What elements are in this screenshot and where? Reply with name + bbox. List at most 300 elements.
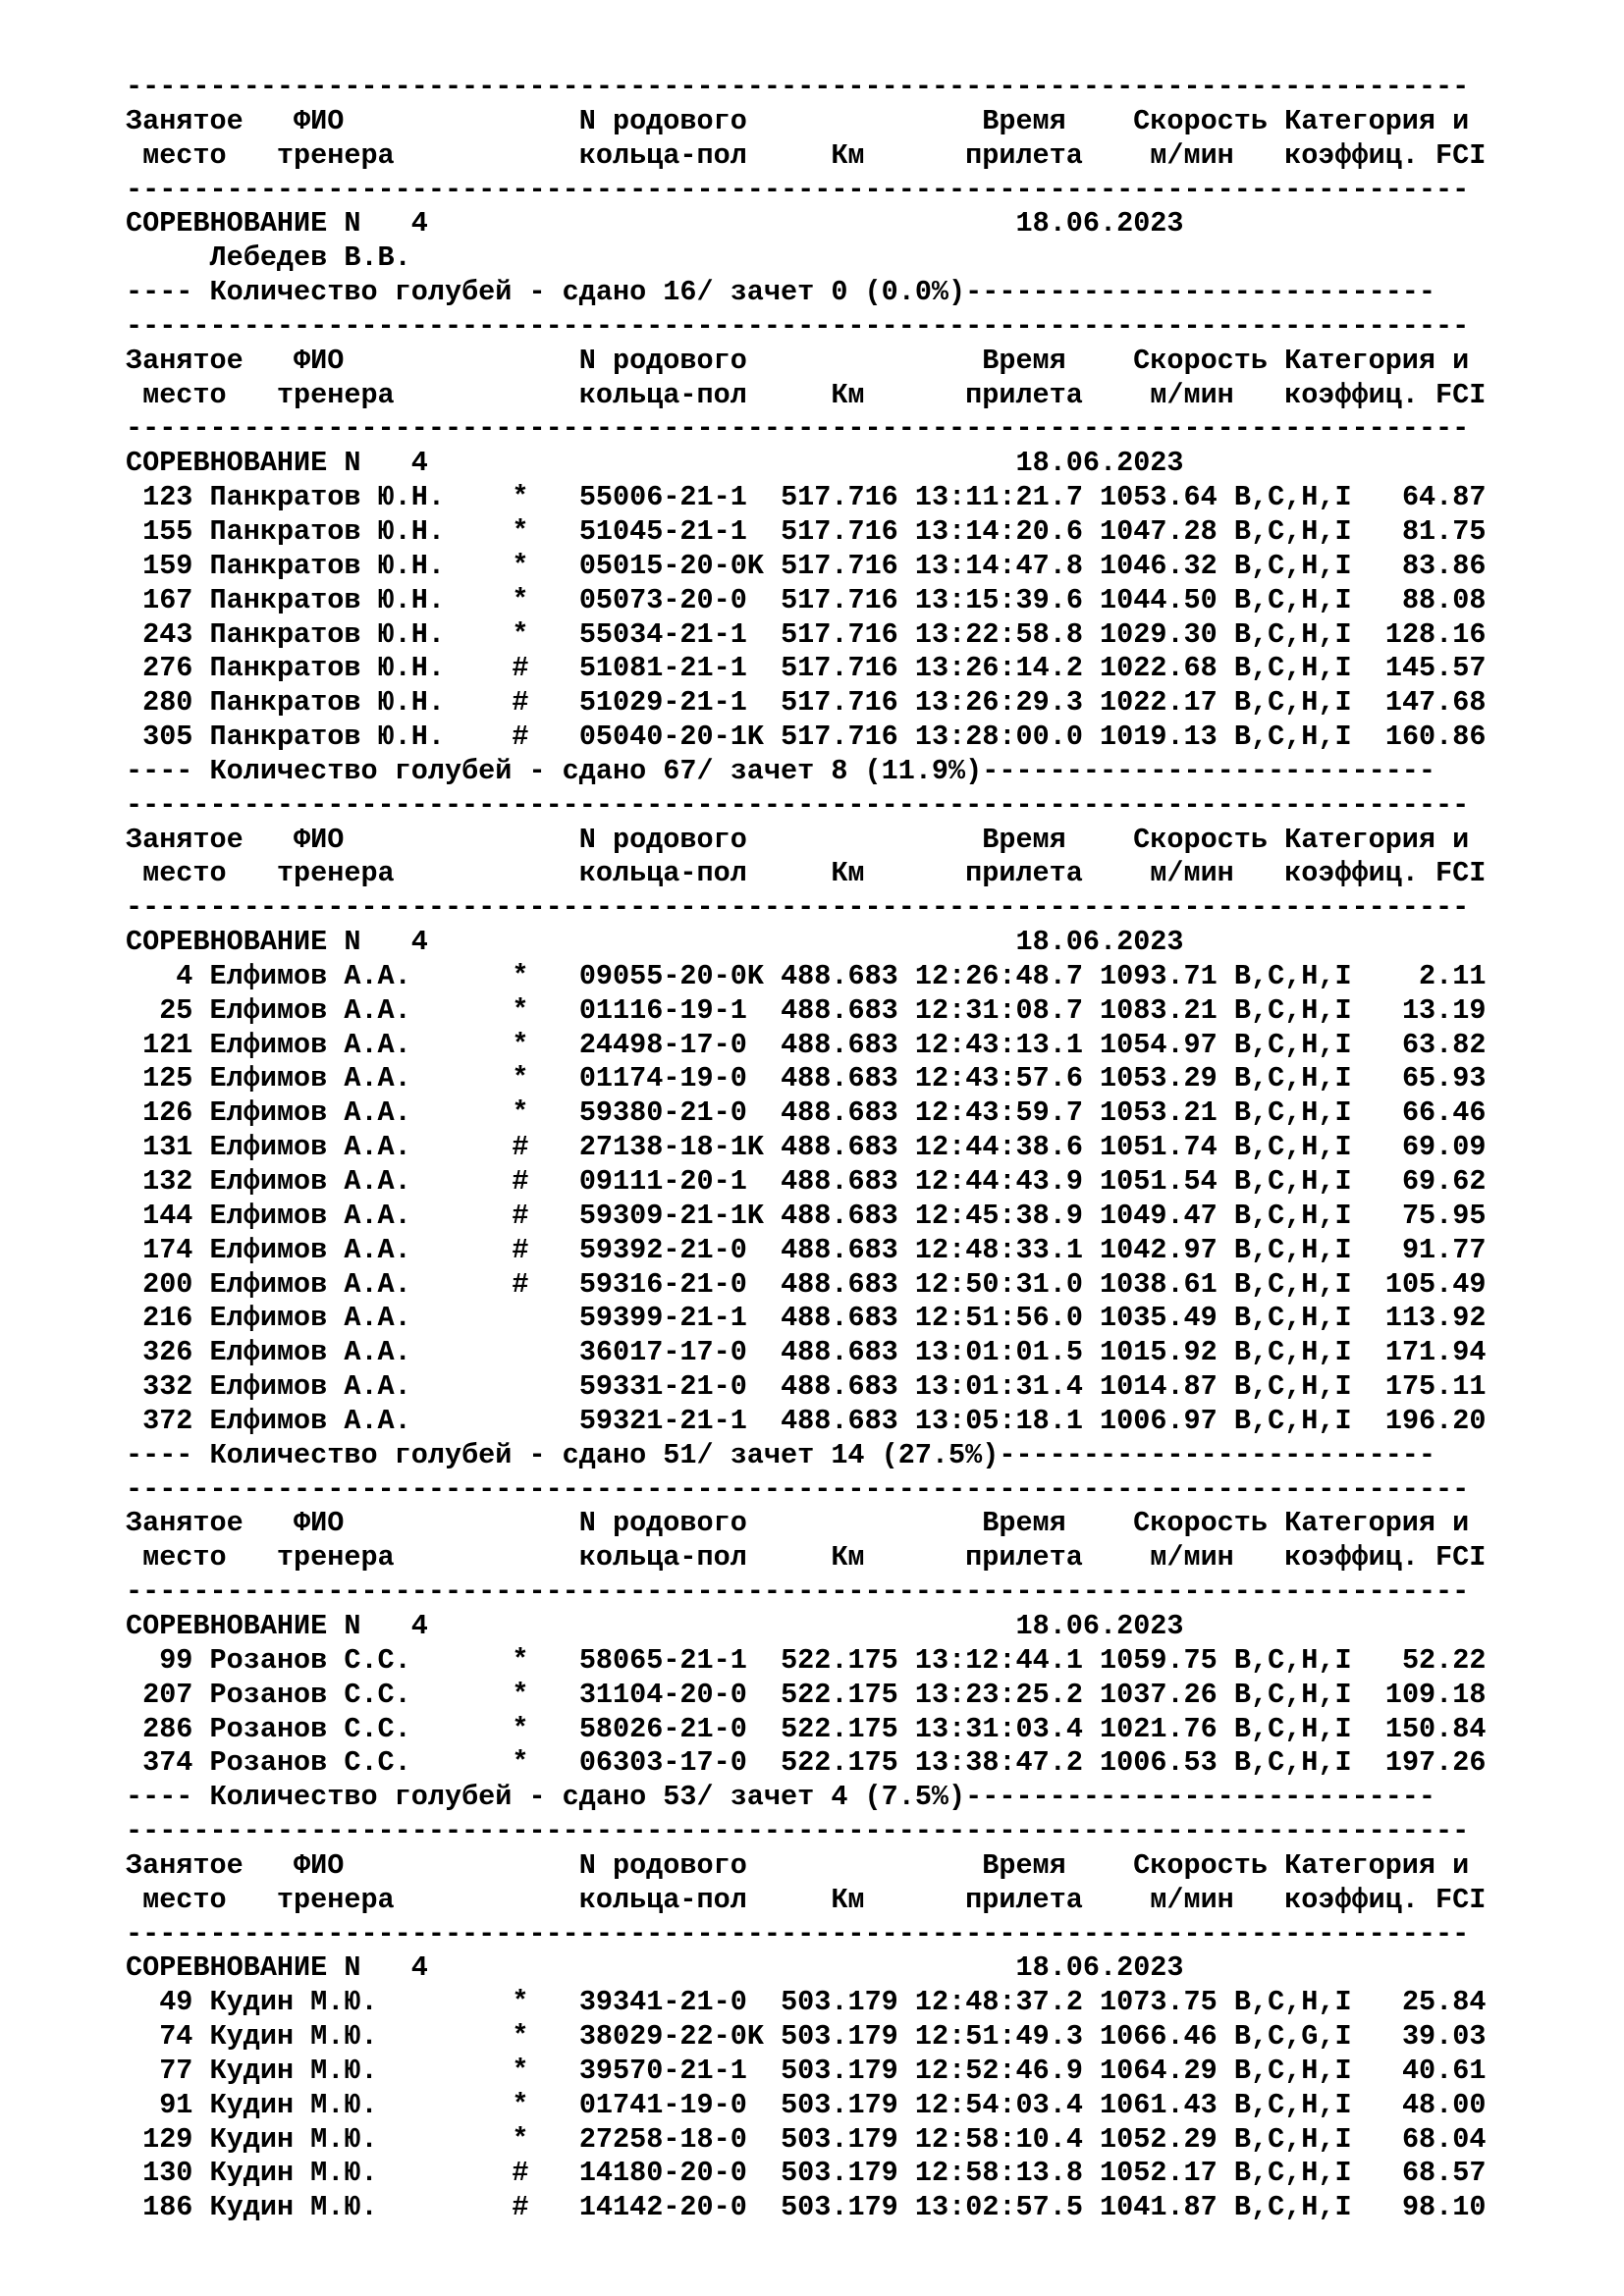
km-cell: 503.179 bbox=[781, 2122, 898, 2156]
km-cell: 488.683 bbox=[781, 1199, 898, 1232]
column-header-line-2: место тренера кольца-пол Км прилета м/мин коэффиц. FCI bbox=[126, 138, 1487, 172]
trainer-cell: Панкратов Ю.Н. bbox=[209, 721, 462, 754]
mark-cell bbox=[512, 1336, 528, 1368]
fci-cell: 13.19 bbox=[1368, 993, 1487, 1027]
fci-cell: 147.68 bbox=[1368, 686, 1487, 720]
competition-label: СОРЕВНОВАНИЕ N bbox=[126, 1609, 361, 1642]
fci-cell: 48.00 bbox=[1368, 2088, 1487, 2121]
place-cell: 4 bbox=[126, 959, 193, 992]
time-cell: 13:12:44.1 bbox=[914, 1643, 1083, 1677]
ring-cell: 51045-21-1 bbox=[578, 514, 764, 548]
place-cell: 186 bbox=[126, 2191, 193, 2224]
km-cell: 503.179 bbox=[781, 2054, 898, 2087]
speed-cell: 1051.54 bbox=[1100, 1165, 1218, 1198]
speed-cell: 1022.68 bbox=[1100, 652, 1218, 685]
trainer-cell: Елфимов А.А. bbox=[209, 1370, 462, 1404]
ring-cell: 58065-21-1 bbox=[578, 1643, 764, 1677]
mark-cell: * bbox=[512, 1643, 529, 1677]
competition-date: 18.06.2023 bbox=[1015, 207, 1184, 240]
km-cell: 517.716 bbox=[781, 481, 898, 514]
category-cell: B,C,H,I bbox=[1233, 514, 1352, 548]
competition-date: 18.06.2023 bbox=[1015, 1951, 1184, 1985]
place-cell: 374 bbox=[126, 1746, 193, 1780]
ring-cell: 14142-20-0 bbox=[578, 2191, 764, 2224]
ring-cell: 14180-20-0 bbox=[578, 2157, 764, 2190]
separator-line: -------------------------------------------------------------------------------- bbox=[126, 1575, 1470, 1609]
column-header-line-2: место тренера кольца-пол Км прилета м/мин коэффиц. FCI bbox=[126, 378, 1487, 411]
result-row bbox=[126, 1713, 1486, 1747]
mark-cell: * bbox=[512, 1746, 529, 1780]
fci-cell: 66.46 bbox=[1368, 1096, 1487, 1130]
speed-cell: 1035.49 bbox=[1100, 1302, 1218, 1335]
ring-cell: 51029-21-1 bbox=[578, 686, 764, 720]
trainer-cell: Елфимов А.А. bbox=[209, 1165, 462, 1198]
fci-cell: 128.16 bbox=[1368, 617, 1487, 651]
time-cell: 12:54:03.4 bbox=[914, 2088, 1083, 2121]
column-header-line-1: Занятое ФИО N родового Время Скорость Категория и bbox=[126, 344, 1470, 377]
time-cell: 13:31:03.4 bbox=[914, 1712, 1083, 1745]
ring-cell: 59316-21-0 bbox=[578, 1267, 764, 1301]
category-cell: B,C,H,I bbox=[1233, 1746, 1352, 1780]
category-cell: B,C,G,I bbox=[1233, 2020, 1352, 2054]
place-cell: 326 bbox=[126, 1336, 193, 1369]
km-cell: 503.179 bbox=[781, 2191, 898, 2224]
category-cell: B,C,H,I bbox=[1233, 549, 1352, 582]
result-row bbox=[126, 1268, 1486, 1303]
time-cell: 12:52:46.9 bbox=[914, 2054, 1083, 2087]
fci-cell: 113.92 bbox=[1368, 1302, 1487, 1335]
ring-cell: 59331-21-0 bbox=[578, 1370, 764, 1404]
category-cell: B,C,H,I bbox=[1233, 1165, 1352, 1198]
fci-cell: 83.86 bbox=[1368, 549, 1487, 582]
ring-cell: 01116-19-1 bbox=[578, 993, 764, 1027]
result-row bbox=[126, 550, 1486, 584]
ring-cell: 59309-21-1K bbox=[578, 1199, 764, 1232]
fci-cell: 52.22 bbox=[1368, 1643, 1487, 1677]
km-cell: 517.716 bbox=[781, 514, 898, 548]
km-cell: 517.716 bbox=[781, 686, 898, 720]
speed-cell: 1093.71 bbox=[1100, 959, 1218, 992]
place-cell: 125 bbox=[126, 1062, 193, 1095]
result-row bbox=[126, 2089, 1486, 2123]
place-cell: 130 bbox=[126, 2157, 193, 2190]
km-cell: 522.175 bbox=[781, 1712, 898, 1745]
fci-cell: 98.10 bbox=[1368, 2191, 1487, 2224]
fci-cell: 91.77 bbox=[1368, 1233, 1487, 1266]
category-cell: B,C,H,I bbox=[1233, 1986, 1352, 2019]
category-cell: B,C,H,I bbox=[1233, 1302, 1352, 1335]
category-cell: B,C,H,I bbox=[1233, 583, 1352, 616]
fci-cell: 197.26 bbox=[1368, 1746, 1487, 1780]
fci-cell: 81.75 bbox=[1368, 514, 1487, 548]
competition-number: 4 bbox=[410, 1609, 428, 1642]
time-cell: 12:43:59.7 bbox=[914, 1096, 1083, 1130]
category-cell: B,C,H,I bbox=[1233, 2191, 1352, 2224]
place-cell: 286 bbox=[126, 1712, 193, 1745]
trainer-cell: Елфимов А.А. bbox=[209, 1302, 462, 1335]
trainer-cell: Елфимов А.А. bbox=[209, 1336, 462, 1369]
ring-cell: 05040-20-1K bbox=[578, 721, 764, 754]
result-row bbox=[126, 2123, 1486, 2158]
time-cell: 13:22:58.8 bbox=[914, 617, 1083, 651]
category-cell: B,C,H,I bbox=[1233, 1336, 1352, 1369]
fci-cell: 145.57 bbox=[1368, 652, 1487, 685]
trainer-cell: Елфимов А.А. bbox=[209, 1131, 462, 1164]
category-cell: B,C,H,I bbox=[1233, 2054, 1352, 2087]
place-cell: 131 bbox=[126, 1131, 193, 1164]
column-header-line-1: Занятое ФИО N родового Время Скорость Категория и bbox=[126, 1848, 1470, 1882]
result-row bbox=[126, 1131, 1486, 1165]
mark-cell: # bbox=[512, 1233, 529, 1266]
mark-cell: # bbox=[512, 1267, 529, 1301]
ring-cell: 27138-18-1K bbox=[578, 1131, 764, 1164]
result-row bbox=[126, 1200, 1486, 1234]
place-cell: 243 bbox=[126, 617, 193, 651]
place-cell: 167 bbox=[126, 583, 193, 616]
mark-cell bbox=[512, 1302, 528, 1334]
category-cell: B,C,H,I bbox=[1233, 617, 1352, 651]
time-cell: 13:26:29.3 bbox=[914, 686, 1083, 720]
speed-cell: 1022.17 bbox=[1100, 686, 1218, 720]
summary-line: ---- Количество голубей - сдано 16/ зачет 0 (0.0%)---------------------------- bbox=[126, 276, 1436, 309]
mark-cell: * bbox=[512, 2088, 529, 2121]
results-report bbox=[126, 71, 1486, 2225]
km-cell: 488.683 bbox=[781, 1096, 898, 1130]
ring-cell: 06303-17-0 bbox=[578, 1746, 764, 1780]
mark-cell: * bbox=[512, 514, 529, 548]
ring-cell: 39341-21-0 bbox=[578, 1986, 764, 2019]
place-cell: 49 bbox=[126, 1986, 193, 2019]
competition-number: 4 bbox=[410, 447, 428, 480]
km-cell: 488.683 bbox=[781, 1062, 898, 1095]
competition-label: СОРЕВНОВАНИЕ N bbox=[126, 1951, 361, 1985]
km-cell: 517.716 bbox=[781, 617, 898, 651]
fci-cell: 39.03 bbox=[1368, 2020, 1487, 2054]
trainer-cell: Кудин М.Ю. bbox=[209, 2122, 462, 2156]
result-row bbox=[126, 1165, 1486, 1200]
category-cell: B,C,H,I bbox=[1233, 1712, 1352, 1745]
fci-cell: 175.11 bbox=[1368, 1370, 1487, 1404]
mark-cell: * bbox=[512, 993, 529, 1027]
result-row bbox=[126, 1336, 1486, 1370]
fci-cell: 69.09 bbox=[1368, 1131, 1487, 1164]
trainer-cell: Елфимов А.А. bbox=[209, 1267, 462, 1301]
km-cell: 488.683 bbox=[781, 993, 898, 1027]
km-cell: 517.716 bbox=[781, 721, 898, 754]
km-cell: 517.716 bbox=[781, 583, 898, 616]
speed-cell: 1073.75 bbox=[1100, 1986, 1218, 2019]
mark-cell: * bbox=[512, 2122, 529, 2156]
km-cell: 488.683 bbox=[781, 1302, 898, 1335]
time-cell: 12:48:33.1 bbox=[914, 1233, 1083, 1266]
place-cell: 174 bbox=[126, 1233, 193, 1266]
result-row bbox=[126, 2020, 1486, 2055]
place-cell: 216 bbox=[126, 1302, 193, 1335]
km-cell: 488.683 bbox=[781, 1233, 898, 1266]
ring-cell: 09111-20-1 bbox=[578, 1165, 764, 1198]
category-cell: B,C,H,I bbox=[1233, 1267, 1352, 1301]
km-cell: 488.683 bbox=[781, 1165, 898, 1198]
speed-cell: 1042.97 bbox=[1100, 1233, 1218, 1266]
competition-number: 4 bbox=[410, 207, 428, 240]
time-cell: 12:48:37.2 bbox=[914, 1986, 1083, 2019]
ring-cell: 51081-21-1 bbox=[578, 652, 764, 685]
category-cell: B,C,H,I bbox=[1233, 1678, 1352, 1711]
trainer-name-line bbox=[126, 241, 1486, 276]
mark-cell: * bbox=[512, 2020, 529, 2054]
column-header-line-1: Занятое ФИО N родового Время Скорость Категория и bbox=[126, 104, 1470, 137]
ring-cell: 38029-22-0K bbox=[578, 2020, 764, 2054]
ring-cell: 59399-21-1 bbox=[578, 1302, 764, 1335]
trainer-cell: Елфимов А.А. bbox=[209, 993, 462, 1027]
result-row bbox=[126, 994, 1486, 1029]
competition-line bbox=[126, 207, 1486, 241]
mark-cell: # bbox=[512, 721, 529, 754]
ring-cell: 01174-19-0 bbox=[578, 1062, 764, 1095]
trainer-cell: Панкратов Ю.Н. bbox=[209, 481, 462, 514]
fci-cell: 68.57 bbox=[1368, 2157, 1487, 2190]
fci-cell: 25.84 bbox=[1368, 1986, 1487, 2019]
separator-line: -------------------------------------------------------------------------------- bbox=[126, 412, 1470, 446]
result-row bbox=[126, 652, 1486, 686]
competition-line bbox=[126, 447, 1486, 481]
separator-line: -------------------------------------------------------------------------------- bbox=[126, 891, 1470, 925]
category-cell: B,C,H,I bbox=[1233, 2122, 1352, 2156]
result-row bbox=[126, 1405, 1486, 1439]
speed-cell: 1046.32 bbox=[1100, 549, 1218, 582]
category-cell: B,C,H,I bbox=[1233, 959, 1352, 992]
trainer-cell: Елфимов А.А. bbox=[209, 1233, 462, 1266]
km-cell: 488.683 bbox=[781, 1131, 898, 1164]
competition-line bbox=[126, 1610, 1486, 1644]
trainer-cell: Елфимов А.А. bbox=[209, 1096, 462, 1130]
separator-line: -------------------------------------------------------------------------------- bbox=[126, 1815, 1470, 1848]
mark-cell: * bbox=[512, 1712, 529, 1745]
result-row bbox=[126, 1096, 1486, 1131]
category-cell: B,C,H,I bbox=[1233, 686, 1352, 720]
speed-cell: 1061.43 bbox=[1100, 2088, 1218, 2121]
km-cell: 503.179 bbox=[781, 2088, 898, 2121]
summary-line: ---- Количество голубей - сдано 53/ зачет 4 (7.5%)---------------------------- bbox=[126, 1781, 1436, 1814]
speed-cell: 1014.87 bbox=[1100, 1370, 1218, 1404]
ring-cell: 59392-21-0 bbox=[578, 1233, 764, 1266]
result-row bbox=[126, 2055, 1486, 2089]
speed-cell: 1053.21 bbox=[1100, 1096, 1218, 1130]
fci-cell: 171.94 bbox=[1368, 1336, 1487, 1369]
competition-line bbox=[126, 1951, 1486, 1986]
competition-number: 4 bbox=[410, 926, 428, 959]
trainer-cell: Кудин М.Ю. bbox=[209, 2020, 462, 2054]
ring-cell: 39570-21-1 bbox=[578, 2054, 764, 2087]
km-cell: 517.716 bbox=[781, 549, 898, 582]
trainer-cell: Панкратов Ю.Н. bbox=[209, 686, 462, 720]
place-cell: 155 bbox=[126, 514, 193, 548]
speed-cell: 1054.97 bbox=[1100, 1028, 1218, 1061]
trainer-cell: Панкратов Ю.Н. bbox=[209, 617, 462, 651]
speed-cell: 1059.75 bbox=[1100, 1643, 1218, 1677]
place-cell: 276 bbox=[126, 652, 193, 685]
time-cell: 12:50:31.0 bbox=[914, 1267, 1083, 1301]
mark-cell: * bbox=[512, 549, 529, 582]
mark-cell: * bbox=[512, 583, 529, 616]
speed-cell: 1038.61 bbox=[1100, 1267, 1218, 1301]
speed-cell: 1049.47 bbox=[1100, 1199, 1218, 1232]
speed-cell: 1053.64 bbox=[1100, 481, 1218, 514]
speed-cell: 1019.13 bbox=[1100, 721, 1218, 754]
result-row bbox=[126, 1302, 1486, 1336]
time-cell: 13:23:25.2 bbox=[914, 1678, 1083, 1711]
speed-cell: 1052.29 bbox=[1100, 2122, 1218, 2156]
trainer-cell: Кудин М.Ю. bbox=[209, 1986, 462, 2019]
competition-label: СОРЕВНОВАНИЕ N bbox=[126, 207, 361, 240]
speed-cell: 1029.30 bbox=[1100, 617, 1218, 651]
time-cell: 12:58:13.8 bbox=[914, 2157, 1083, 2190]
mark-cell: # bbox=[512, 652, 529, 685]
summary-line: ---- Количество голубей - сдано 67/ зачет 8 (11.9%)--------------------------- bbox=[126, 754, 1436, 787]
category-cell: B,C,H,I bbox=[1233, 1404, 1352, 1437]
trainer-cell: Елфимов А.А. bbox=[209, 1028, 462, 1061]
trainer-cell: Панкратов Ю.Н. bbox=[209, 514, 462, 548]
time-cell: 13:02:57.5 bbox=[914, 2191, 1083, 2224]
time-cell: 13:11:21.7 bbox=[914, 481, 1083, 514]
time-cell: 12:26:48.7 bbox=[914, 959, 1083, 992]
category-cell: B,C,H,I bbox=[1233, 1370, 1352, 1404]
km-cell: 517.716 bbox=[781, 652, 898, 685]
place-cell: 77 bbox=[126, 2054, 193, 2087]
place-cell: 332 bbox=[126, 1370, 193, 1404]
trainer-cell: Елфимов А.А. bbox=[209, 1199, 462, 1232]
column-header-line-2: место тренера кольца-пол Км прилета м/мин коэффиц. FCI bbox=[126, 1541, 1487, 1575]
result-row bbox=[126, 1029, 1486, 1063]
trainer-cell: Розанов С.С. bbox=[209, 1746, 462, 1780]
result-row bbox=[126, 1370, 1486, 1405]
separator-line: -------------------------------------------------------------------------------- bbox=[126, 173, 1470, 206]
result-row bbox=[126, 584, 1486, 618]
time-cell: 12:43:13.1 bbox=[914, 1028, 1083, 1061]
trainer-cell: Кудин М.Ю. bbox=[209, 2054, 462, 2087]
place-cell: 280 bbox=[126, 686, 193, 720]
competition-date: 18.06.2023 bbox=[1015, 1609, 1184, 1642]
place-cell: 25 bbox=[126, 993, 193, 1027]
mark-cell: # bbox=[512, 686, 529, 720]
category-cell: B,C,H,I bbox=[1233, 481, 1352, 514]
mark-cell: * bbox=[512, 959, 529, 992]
competition-date: 18.06.2023 bbox=[1015, 926, 1184, 959]
trainer-cell: Панкратов Ю.Н. bbox=[209, 549, 462, 582]
trainer-cell: Розанов С.С. bbox=[209, 1712, 462, 1745]
mark-cell: * bbox=[512, 481, 529, 514]
mark-cell: * bbox=[512, 617, 529, 651]
separator-line: -------------------------------------------------------------------------------- bbox=[126, 71, 1470, 103]
speed-cell: 1064.29 bbox=[1100, 2054, 1218, 2087]
mark-cell: # bbox=[512, 2191, 529, 2224]
competition-label: СОРЕВНОВАНИЕ N bbox=[126, 926, 361, 959]
time-cell: 13:15:39.6 bbox=[914, 583, 1083, 616]
fci-cell: 109.18 bbox=[1368, 1678, 1487, 1711]
category-cell: B,C,H,I bbox=[1233, 1131, 1352, 1164]
time-cell: 13:14:20.6 bbox=[914, 514, 1083, 548]
separator-line: -------------------------------------------------------------------------------- bbox=[126, 788, 1470, 822]
separator-line: -------------------------------------------------------------------------------- bbox=[126, 309, 1470, 343]
speed-cell: 1047.28 bbox=[1100, 514, 1218, 548]
fci-cell: 40.61 bbox=[1368, 2054, 1487, 2087]
km-cell: 488.683 bbox=[781, 959, 898, 992]
km-cell: 503.179 bbox=[781, 2020, 898, 2054]
mark-cell: * bbox=[512, 1678, 529, 1711]
competition-line bbox=[126, 926, 1486, 960]
time-cell: 13:38:47.2 bbox=[914, 1746, 1083, 1780]
trainer-name: Лебедев В.В. bbox=[209, 241, 411, 275]
km-cell: 488.683 bbox=[781, 1028, 898, 1061]
category-cell: B,C,H,I bbox=[1233, 1028, 1352, 1061]
mark-cell: * bbox=[512, 1986, 529, 2019]
mark-cell: * bbox=[512, 1028, 529, 1061]
column-header-line-2: место тренера кольца-пол Км прилета м/мин коэффиц. FCI bbox=[126, 857, 1487, 890]
km-cell: 488.683 bbox=[781, 1267, 898, 1301]
result-row bbox=[126, 481, 1486, 515]
fci-cell: 68.04 bbox=[1368, 2122, 1487, 2156]
fci-cell: 75.95 bbox=[1368, 1199, 1487, 1232]
trainer-cell: Розанов С.С. bbox=[209, 1678, 462, 1711]
place-cell: 132 bbox=[126, 1165, 193, 1198]
place-cell: 207 bbox=[126, 1678, 193, 1711]
km-cell: 503.179 bbox=[781, 2157, 898, 2190]
place-cell: 74 bbox=[126, 2020, 193, 2054]
ring-cell: 59380-21-0 bbox=[578, 1096, 764, 1130]
mark-cell: # bbox=[512, 1199, 529, 1232]
trainer-cell: Кудин М.Ю. bbox=[209, 2088, 462, 2121]
result-row bbox=[126, 960, 1486, 994]
place-cell: 91 bbox=[126, 2088, 193, 2121]
trainer-cell: Елфимов А.А. bbox=[209, 1062, 462, 1095]
competition-label: СОРЕВНОВАНИЕ N bbox=[126, 447, 361, 480]
speed-cell: 1006.53 bbox=[1100, 1746, 1218, 1780]
ring-cell: 59321-21-1 bbox=[578, 1404, 764, 1437]
ring-cell: 58026-21-0 bbox=[578, 1712, 764, 1745]
time-cell: 13:05:18.1 bbox=[914, 1404, 1083, 1437]
trainer-cell: Кудин М.Ю. bbox=[209, 2191, 462, 2224]
time-cell: 13:14:47.8 bbox=[914, 549, 1083, 582]
mark-cell: * bbox=[512, 1096, 529, 1130]
ring-cell: 36017-17-0 bbox=[578, 1336, 764, 1369]
separator-line: -------------------------------------------------------------------------------- bbox=[126, 1472, 1470, 1506]
result-row bbox=[126, 1986, 1486, 2020]
speed-cell: 1006.97 bbox=[1100, 1404, 1218, 1437]
category-cell: B,C,H,I bbox=[1233, 1643, 1352, 1677]
fci-cell: 88.08 bbox=[1368, 583, 1487, 616]
time-cell: 13:01:31.4 bbox=[914, 1370, 1083, 1404]
place-cell: 372 bbox=[126, 1404, 193, 1437]
mark-cell: # bbox=[512, 2157, 529, 2190]
time-cell: 13:01:01.5 bbox=[914, 1336, 1083, 1369]
category-cell: B,C,H,I bbox=[1233, 1199, 1352, 1232]
mark-cell bbox=[512, 1370, 528, 1403]
trainer-cell: Панкратов Ю.Н. bbox=[209, 583, 462, 616]
category-cell: B,C,H,I bbox=[1233, 1062, 1352, 1095]
mark-cell: # bbox=[512, 1131, 529, 1164]
place-cell: 129 bbox=[126, 2122, 193, 2156]
km-cell: 522.175 bbox=[781, 1643, 898, 1677]
trainer-cell: Розанов С.С. bbox=[209, 1643, 462, 1677]
result-row bbox=[126, 1679, 1486, 1713]
column-header-line-2: место тренера кольца-пол Км прилета м/мин коэффиц. FCI bbox=[126, 1883, 1487, 1916]
category-cell: B,C,H,I bbox=[1233, 993, 1352, 1027]
ring-cell: 27258-18-0 bbox=[578, 2122, 764, 2156]
result-row bbox=[126, 1234, 1486, 1268]
speed-cell: 1053.29 bbox=[1100, 1062, 1218, 1095]
speed-cell: 1037.26 bbox=[1100, 1678, 1218, 1711]
category-cell: B,C,H,I bbox=[1233, 2157, 1352, 2190]
